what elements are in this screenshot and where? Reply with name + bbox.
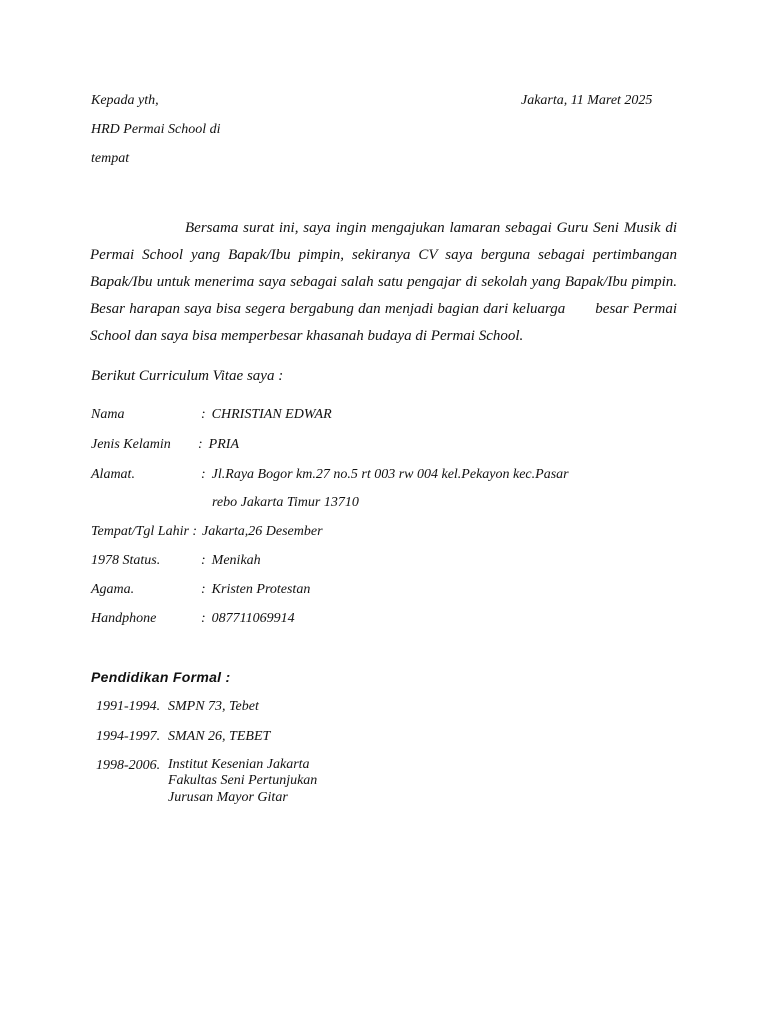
field-label: Jenis Kelamin: [91, 437, 171, 452]
field-label: Agama.: [91, 582, 135, 597]
field-label: Nama: [91, 407, 125, 422]
field-label: Alamat.: [91, 467, 135, 482]
field-value: Jakarta,26 Desember: [202, 524, 323, 539]
recipient-name: HRD Permai School di: [91, 122, 221, 137]
field-value: : Kristen Protestan: [201, 582, 311, 597]
field-label: Tempat/Tgl Lahir :: [91, 524, 198, 539]
letter-body: [90, 215, 677, 350]
field-value: : CHRISTIAN EDWAR: [201, 407, 332, 422]
field-value-continued: rebo Jakarta Timur 13710: [212, 495, 359, 510]
field-label: 1978 Status.: [91, 553, 161, 568]
education-school-line: Fakultas Seni Pertunjukan: [168, 773, 318, 788]
field-value: : 087711069914: [201, 611, 295, 626]
education-heading: Pendidikan Formal :: [91, 669, 231, 685]
letter-body-part2: besar Permai School dan saya bisa memperbesar khasanah budaya di Permai School.: [90, 301, 677, 344]
letter-date: Jakarta, 11 Maret 2025: [521, 93, 653, 108]
cv-intro: Berikut Curriculum Vitae saya :: [91, 368, 284, 384]
education-years: 1998-2006.: [96, 758, 161, 773]
recipient-place: tempat: [91, 151, 130, 166]
field-value: : Jl.Raya Bogor km.27 no.5 rt 003 rw 004 kel.Pekayon kec.Pasar: [201, 467, 569, 482]
education-school: SMAN 26, TEBET: [168, 729, 271, 744]
education-years: 1994-1997.: [96, 729, 161, 744]
field-value: : PRIA: [198, 437, 239, 452]
letter-body-part1: Bersama surat ini, saya ingin mengajukan lamaran sebagai Guru Seni Musik di Permai School yang Bapak/Ibu pimpin, sekiranya CV saya berguna sebagai pertimbangan Bapak/Ibu untuk menerima saya sebagai salah satu pengajar di sekolah yang Bapak/Ibu pimpin. Besar harapan saya bisa segera bergabung dan menjadi bagian dari keluarga: [90, 220, 677, 317]
education-school-line: Institut Kesenian Jakarta: [168, 757, 310, 772]
field-value: : Menikah: [201, 553, 261, 568]
field-label: Handphone: [91, 611, 157, 626]
education-school: SMPN 73, Tebet: [168, 699, 259, 714]
education-years: 1991-1994.: [96, 699, 161, 714]
recipient-greeting: Kepada yth,: [91, 93, 159, 108]
education-school-line: Jurusan Mayor Gitar: [168, 790, 288, 805]
